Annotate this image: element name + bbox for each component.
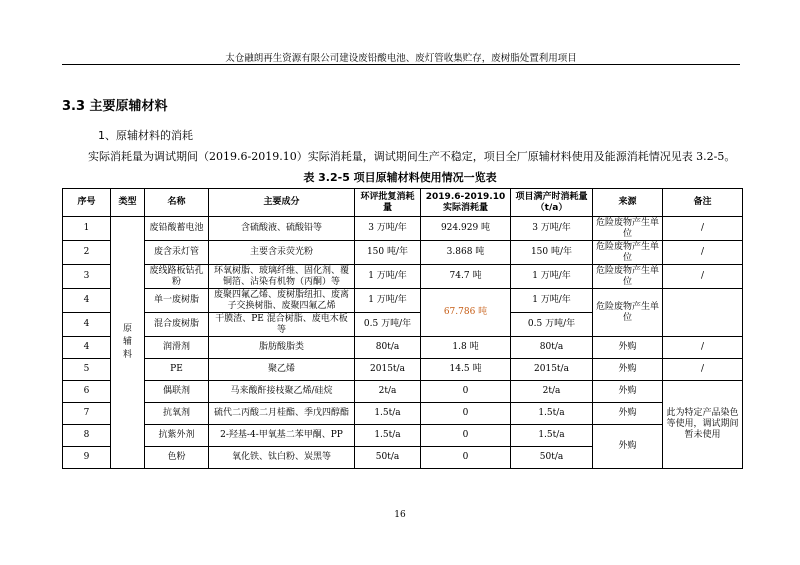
cell-no: 1: [63, 217, 111, 241]
cell-note: /: [663, 241, 743, 265]
cell-full: 0.5 万吨/年: [511, 313, 593, 337]
cell-full: 1 万吨/年: [511, 265, 593, 289]
table-header-row: [63, 189, 743, 217]
cell-eia: 1.5t/a: [355, 403, 421, 425]
cell-name: 抗氧剂: [145, 403, 209, 425]
cell-eia: 150 吨/年: [355, 241, 421, 265]
cell-name: 润滑剂: [145, 337, 209, 359]
table-row: [63, 403, 743, 425]
cell-no: 5: [63, 359, 111, 381]
cell-composition: 脂肪酸脂类: [209, 337, 355, 359]
cell-name: 废铅酸蓄电池: [145, 217, 209, 241]
table-caption: 表 3.2-5 项目原辅材料使用情况一览表: [303, 171, 497, 184]
category-label: 原辅料: [122, 324, 132, 360]
cell-source: 外购: [593, 337, 663, 359]
cell-eia: 1.5t/a: [355, 425, 421, 447]
cell-actual: 0: [421, 381, 511, 403]
cell-no: 4: [63, 289, 111, 313]
table-row: [63, 289, 743, 313]
cell-actual: 3.868 吨: [421, 241, 511, 265]
cell-eia: 50t/a: [355, 447, 421, 469]
cell-eia: 2t/a: [355, 381, 421, 403]
cell-source: 危险废物产生单位: [593, 241, 663, 265]
header-cell: 备注: [663, 189, 743, 217]
cell-actual: 14.5 吨: [421, 359, 511, 381]
merged-resin-source: 危险废物产生单位: [593, 289, 663, 337]
header-cell: 环评批复消耗量: [355, 189, 421, 217]
cell-full: 2t/a: [511, 381, 593, 403]
cell-full: 50t/a: [511, 447, 593, 469]
header-cell: 名称: [145, 189, 209, 217]
merged-note: 此为特定产品染色等使用，调试期间暂未使用: [663, 381, 743, 469]
cell-full: 3 万吨/年: [511, 217, 593, 241]
cell-actual: 0: [421, 425, 511, 447]
merged-source: 外购: [593, 425, 663, 469]
table-row: [63, 265, 743, 289]
table-row: [63, 241, 743, 265]
cell-actual: 74.7 吨: [421, 265, 511, 289]
cell-name: 偶联剂: [145, 381, 209, 403]
cell-source: 危险废物产生单位: [593, 217, 663, 241]
cell-name: 废线路板钻孔粉: [145, 265, 209, 289]
cell-no: 4: [63, 337, 111, 359]
cell-note: /: [663, 359, 743, 381]
cell-note-empty: [663, 289, 743, 337]
header-cell: 序号: [63, 189, 111, 217]
cell-actual: 1.8 吨: [421, 337, 511, 359]
cell-actual: 924.929 吨: [421, 217, 511, 241]
cell-full: 1.5t/a: [511, 403, 593, 425]
table-row: [63, 359, 743, 381]
section-title: 3.3 主要原辅材料: [62, 99, 168, 114]
cell-actual: 0: [421, 403, 511, 425]
table-row: [63, 337, 743, 359]
cell-composition: 含硫酸液、硫酸铅等: [209, 217, 355, 241]
cell-composition: 环氧树脂、玻璃纤维、固化剂、覆铜箔、沾染有机物（丙酮）等: [209, 265, 355, 289]
table-row: [63, 425, 743, 447]
cell-name: PE: [145, 359, 209, 381]
cell-name: 废含汞灯管: [145, 241, 209, 265]
cell-no: 7: [63, 403, 111, 425]
cell-source: 外购: [593, 403, 663, 425]
subsection-title: 1、原辅材料的消耗: [98, 129, 193, 142]
header-cell: 来源: [593, 189, 663, 217]
cell-note: /: [663, 337, 743, 359]
cell-eia: 1 万吨/年: [355, 289, 421, 313]
cell-no: 8: [63, 425, 111, 447]
cell-eia: 2015t/a: [355, 359, 421, 381]
table-row: [63, 381, 743, 403]
header-cell: 2019.6-2019.10 实际消耗量: [421, 189, 511, 217]
cell-composition: 干膜渣、PE 混合树脂、废电木板等: [209, 313, 355, 337]
cell-eia: 80t/a: [355, 337, 421, 359]
header-cell: 类型: [111, 189, 145, 217]
cell-composition: 马来酸酐接枝聚乙烯/硅烷: [209, 381, 355, 403]
cell-no: 6: [63, 381, 111, 403]
cell-full: 2015t/a: [511, 359, 593, 381]
cell-no: 9: [63, 447, 111, 469]
cell-no: 2: [63, 241, 111, 265]
cell-name: 单一废树脂: [145, 289, 209, 313]
cell-source: 外购: [593, 381, 663, 403]
cell-composition: 硫代二丙酸二月桂酯、季戊四醇酯: [209, 403, 355, 425]
cell-note: /: [663, 265, 743, 289]
cell-full: 80t/a: [511, 337, 593, 359]
header-cell: 项目满产时消耗量（t/a）: [511, 189, 593, 217]
cell-no: 4: [63, 313, 111, 337]
cell-no: 3: [63, 265, 111, 289]
cell-note: /: [663, 217, 743, 241]
cell-composition: 2-羟基-4-甲氧基二苯甲酮、PP: [209, 425, 355, 447]
cell-eia: 1 万吨/年: [355, 265, 421, 289]
cell-composition: 主要含汞荧光粉: [209, 241, 355, 265]
cell-composition: 聚乙烯: [209, 359, 355, 381]
cell-composition: 废聚四氟乙烯、废树脂纽扣、废离子交换树脂、废聚四氟乙烯: [209, 289, 355, 313]
cell-name: 色粉: [145, 447, 209, 469]
body-paragraph: 实际消耗量为调试期间（2019.6-2019.10）实际消耗量，调试期间生产不稳定，项目全厂原辅材料使用及能源消耗情况见表 3.2-5。: [88, 150, 736, 163]
category-cell: [111, 217, 145, 469]
table-row: [63, 217, 743, 241]
merged-resin-actual: 67.786 吨: [421, 289, 511, 337]
cell-full: 150 吨/年: [511, 241, 593, 265]
materials-table: [62, 188, 743, 469]
page-header: 太仓融朗再生资源有限公司建设废铅酸电池、废灯管收集贮存，废树脂处置利用项目: [225, 53, 577, 64]
header-rule: [62, 64, 740, 65]
cell-name: 抗紫外剂: [145, 425, 209, 447]
cell-eia: 3 万吨/年: [355, 217, 421, 241]
cell-source: 外购: [593, 359, 663, 381]
cell-source: 危险废物产生单位: [593, 265, 663, 289]
cell-full: 1 万吨/年: [511, 289, 593, 313]
cell-actual: 0: [421, 447, 511, 469]
header-cell: 主要成分: [209, 189, 355, 217]
cell-name: 混合废树脂: [145, 313, 209, 337]
cell-composition: 氧化铁、钛白粉、炭黑等: [209, 447, 355, 469]
cell-eia: 0.5 万吨/年: [355, 313, 421, 337]
page-number: 16: [394, 510, 406, 520]
cell-full: 1.5t/a: [511, 425, 593, 447]
